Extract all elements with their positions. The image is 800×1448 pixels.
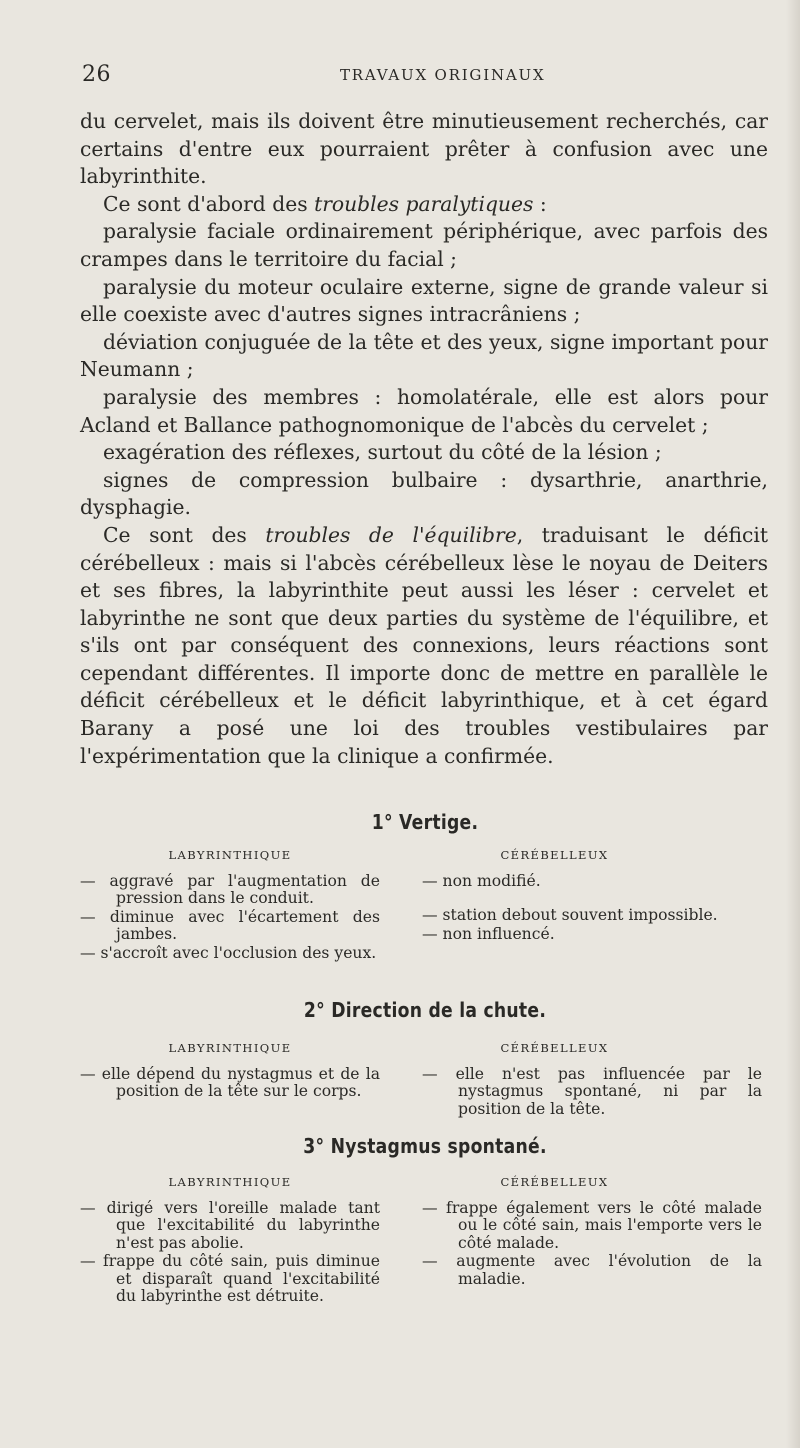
text-run: , traduisant le déficit cérébelleux : mais si l'abcès cérébelleux lèse le noyau de Deiters et ses fibres, la labyrinthite peut aussi les léser : cervelet et labyrinthe ne sont que deux parties du système de l'équilibre, et s'ils ont par conséquent des connexions, leurs réactions sont cependant différentes. Il importe donc de mettre en parallèle le déficit cérébelleux et le déficit labyrinthique, et à cet égard Barany a posé une loi des troubles vestibulaires par l'expérimentation que la clinique a confirmée. <box>80 522 768 768</box>
section-title: 3° Nystagmus spontané. <box>303 1134 547 1158</box>
text-run: Ce sont d'abord des <box>103 191 315 216</box>
column-heading: CÉRÉBELLEUX <box>500 848 609 862</box>
column-cerebelleux <box>422 1174 762 1289</box>
list-item: — aggravé par l'augmentation de pression dans le conduit. <box>80 871 380 907</box>
main-text <box>80 108 768 770</box>
column-heading: LABYRINTHIQUE <box>168 1175 292 1189</box>
paragraph: exagération des réflexes, surtout du côté de la lésion ; <box>103 440 662 465</box>
column-heading: LABYRINTHIQUE <box>168 1041 292 1055</box>
emphasis: troubles paralytiques <box>314 191 534 216</box>
list-item: — station debout souvent impossible. <box>422 906 718 924</box>
paragraph: paralysie du moteur oculaire externe, signe de grande valeur si elle coexiste avec d'autres signes intracrâniens ; <box>80 274 768 327</box>
paragraph: paralysie des membres : homolatérale, elle est alors pour Acland et Ballance pathognomonique de l'abcès du cervelet ; <box>80 384 768 437</box>
list-item: — s'accroît avec l'occlusion des yeux. <box>80 943 377 962</box>
paragraph: signes de compression bulbaire : dysarthrie, anarthrie, dysphagie. <box>80 467 768 520</box>
paragraph <box>80 522 768 770</box>
list-item: — elle n'est pas influencée par le nystagmus spontané, ni par la position de la tête. <box>422 1064 762 1118</box>
text-run: : <box>533 191 547 216</box>
column-heading: CÉRÉBELLEUX <box>500 1041 609 1055</box>
paragraph: paralysie faciale ordinairement périphérique, avec parfois des crampes dans le territoire du facial ; <box>80 219 768 271</box>
page-number: 26 <box>82 62 111 87</box>
column-heading: CÉRÉBELLEUX <box>500 1175 609 1189</box>
list-item: — diminue avec l'écartement des jambes. <box>80 907 380 943</box>
list-item: — elle dépend du nystagmus et de la position de la tête sur le corps. <box>80 1064 380 1100</box>
column-cerebelleux <box>422 847 762 944</box>
list-item: — frappe également vers le côté malade ou le côté sain, mais l'emporte vers le côté malade. <box>422 1198 762 1252</box>
column-labyrinthique <box>80 847 380 963</box>
section-title: 2° Direction de la chute. <box>303 998 547 1022</box>
column-labyrinthique <box>80 1040 380 1102</box>
page-edge-shadow <box>786 0 800 1448</box>
emphasis: troubles de l'équilibre <box>265 522 517 547</box>
section-title: 1° Vertige. <box>371 810 479 834</box>
page-header <box>82 62 730 92</box>
paragraph <box>80 191 768 219</box>
column-heading: LABYRINTHIQUE <box>168 848 292 862</box>
running-head: TRAVAUX ORIGINAUX <box>340 66 546 84</box>
text-run: Ce sont des <box>103 522 266 547</box>
list-item: — frappe du côté sain, puis diminue et disparaît quand l'excitabilité du labyrinthe est détruite. <box>80 1252 380 1305</box>
column-labyrinthique <box>80 1174 380 1307</box>
list-item: — non modifié. <box>422 871 541 890</box>
paragraph: déviation conjuguée de la tête et des yeux, signe important pour Neumann ; <box>80 329 768 382</box>
column-cerebelleux <box>422 1040 762 1119</box>
list-item: — augmente avec l'évolution de la maladie. <box>422 1252 762 1288</box>
list-item: — non influencé. <box>422 924 555 943</box>
list-item: — dirigé vers l'oreille malade tant que l'excitabilité du labyrinthe n'est pas abolie. <box>80 1198 380 1252</box>
paragraph: du cervelet, mais ils doivent être minutieusement recherchés, car certains d'entre eux pourraient prêter à confusion avec une labyrinthite. <box>80 109 768 189</box>
